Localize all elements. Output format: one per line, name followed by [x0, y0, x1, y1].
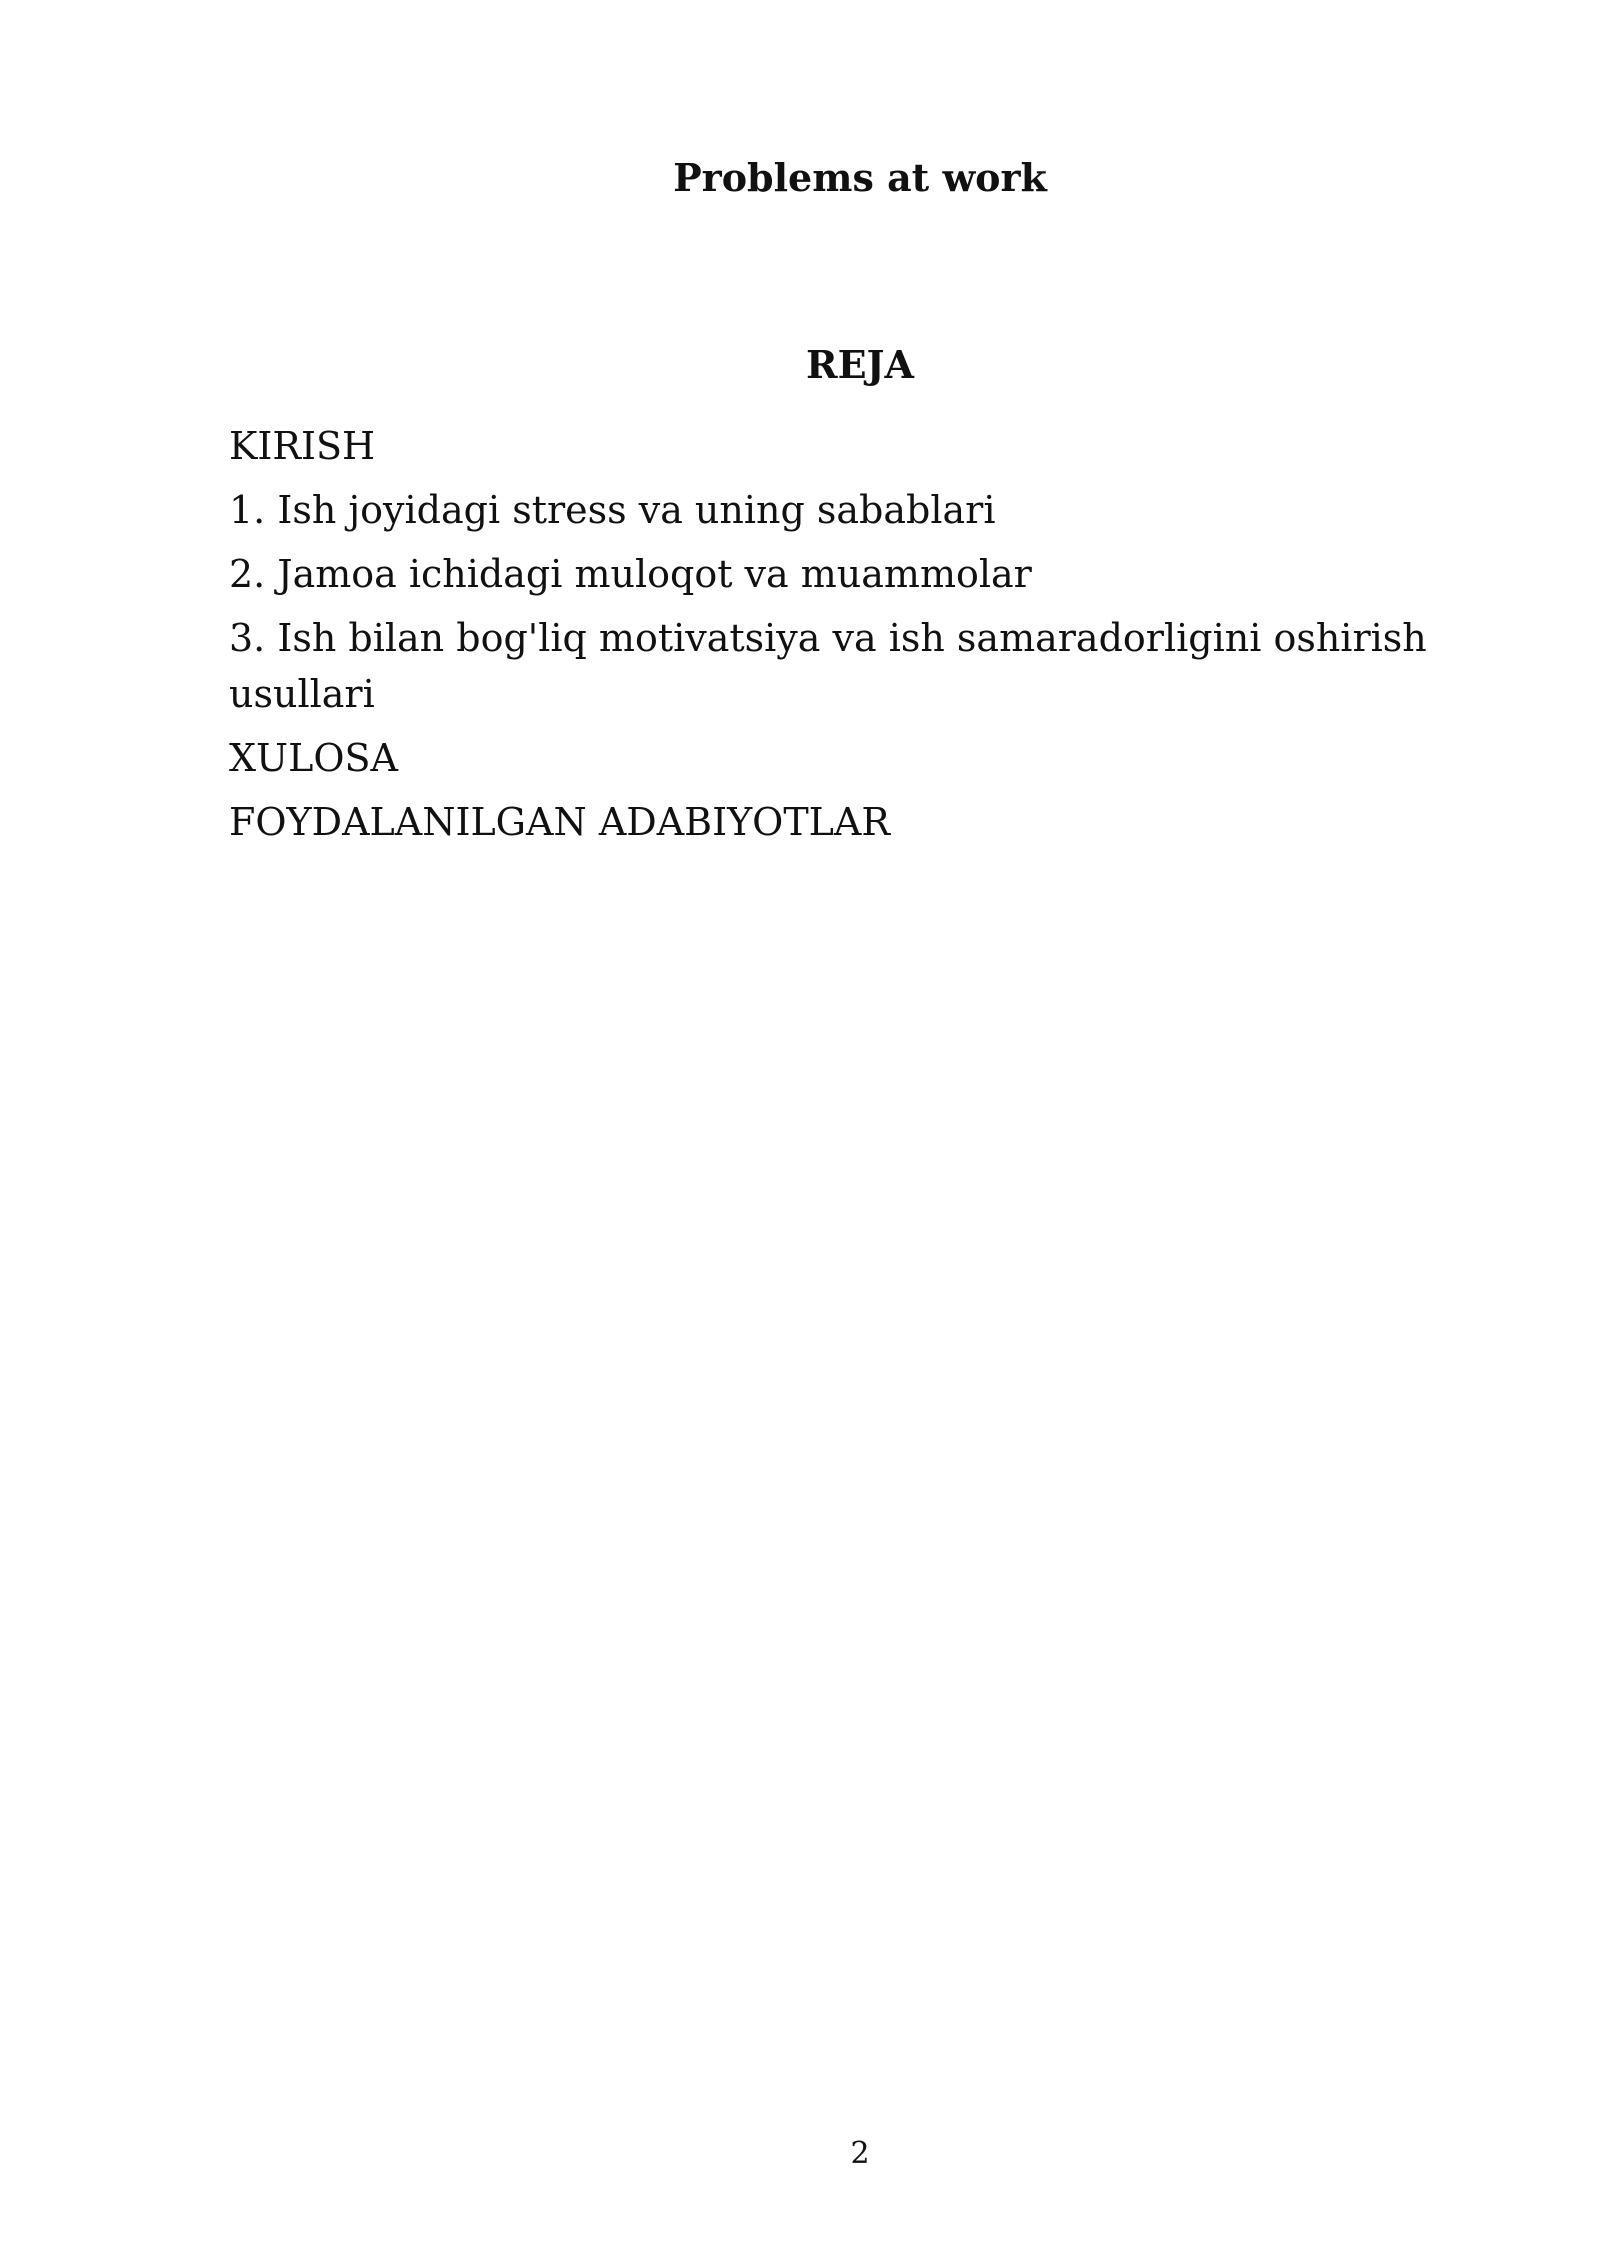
page-number: 2: [850, 2136, 870, 2171]
plan-item-1: 1. Ish joyidagi stress va uning sabablari: [229, 488, 996, 532]
plan-item-3: 3. Ish bilan bog'liq motivatsiya va ish samaradorligini oshirish usullari: [229, 616, 1427, 716]
plan-item-conclusion: XULOSA: [229, 736, 398, 780]
plan-heading: REJA: [805, 342, 914, 387]
plan-item-references: FOYDALANILGAN ADABIYOTLAR: [229, 800, 890, 844]
plan-item-intro: KIRISH: [229, 424, 376, 468]
plan-item-2: 2. Jamoa ichidagi muloqot va muammolar: [229, 552, 1032, 596]
plan-list: [229, 418, 1439, 858]
document-title: Problems at work: [673, 155, 1047, 200]
